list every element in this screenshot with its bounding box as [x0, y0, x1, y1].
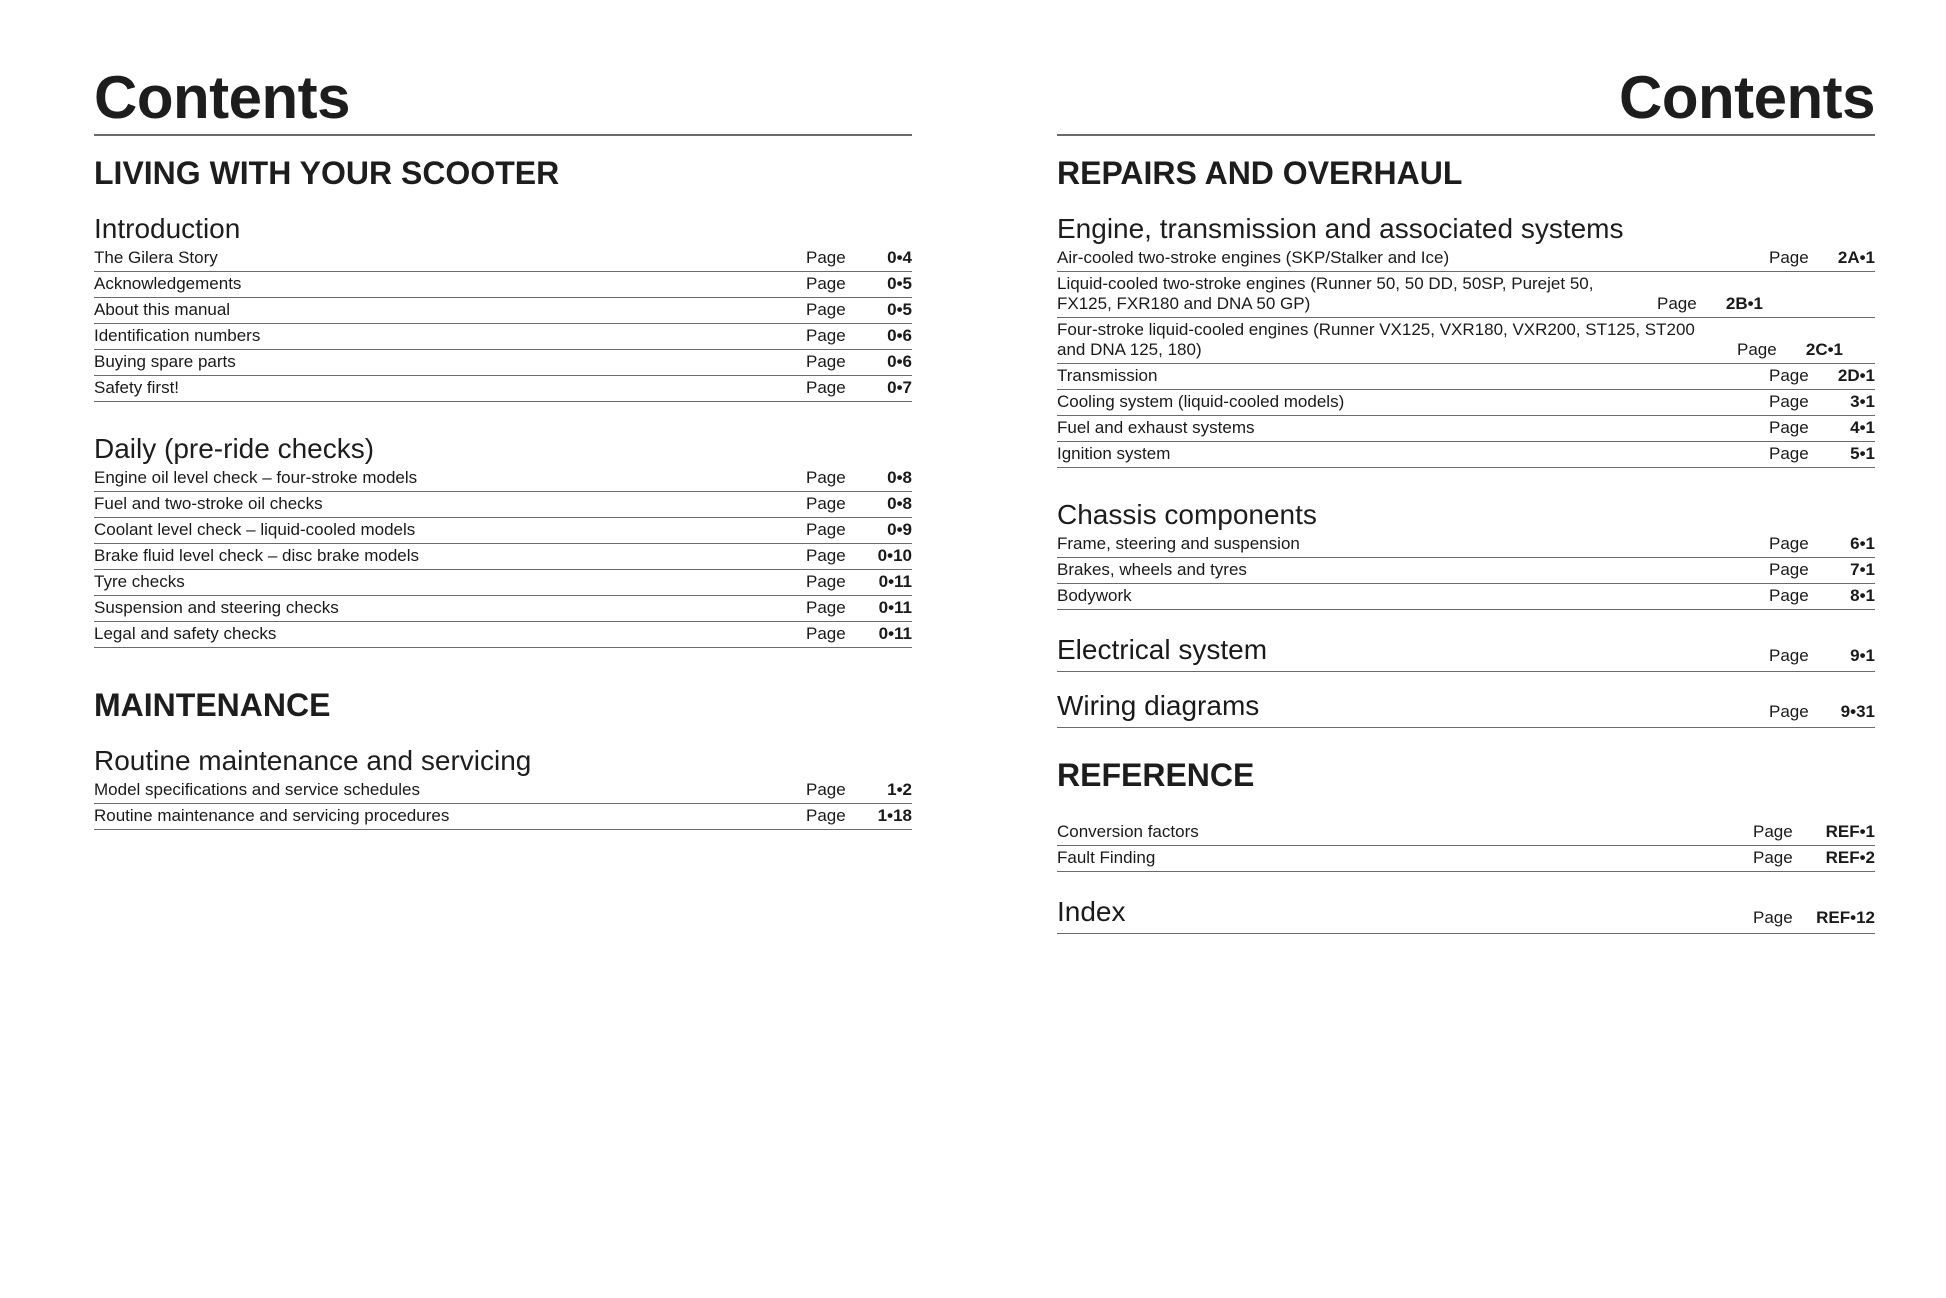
toc-entry-title: Transmission [1057, 366, 1158, 385]
page-label: Page [806, 780, 846, 799]
page-label: Page [1769, 586, 1809, 605]
section-heading-introduction: Introduction [94, 213, 241, 244]
toc-entry-title: Acknowledgements [94, 274, 242, 293]
toc-entry-title: Wiring diagrams [1057, 690, 1260, 721]
part-heading-living: LIVING WITH YOUR SCOOTER [94, 155, 560, 191]
page-number: 4•1 [1850, 418, 1875, 437]
daily-checks-list [94, 466, 912, 648]
toc-row-wiring[interactable] [1057, 688, 1875, 728]
toc-row[interactable] [94, 596, 912, 622]
page-label: Page [1769, 702, 1809, 721]
section-heading-routine: Routine maintenance and servicing [94, 745, 532, 776]
toc-entry-title: Brakes, wheels and tyres [1057, 560, 1247, 579]
toc-row[interactable] [1057, 442, 1875, 468]
page-label: Page [806, 520, 846, 539]
toc-row[interactable] [94, 544, 912, 570]
toc-row[interactable] [94, 570, 912, 596]
page-label: Page [806, 572, 846, 591]
toc-entry-title: Fuel and exhaust systems [1057, 418, 1255, 437]
page-label: Page [1657, 294, 1697, 313]
toc-row[interactable] [1057, 318, 1875, 364]
page-label: Page [806, 468, 846, 487]
toc-row[interactable] [1057, 532, 1875, 558]
toc-entry-title: Buying spare parts [94, 352, 236, 371]
toc-row[interactable] [94, 622, 912, 648]
toc-row[interactable] [94, 298, 912, 324]
page-number: 2D•1 [1837, 366, 1875, 385]
page-number: 0•9 [887, 520, 912, 539]
toc-entry-title: Fuel and two-stroke oil checks [94, 494, 323, 513]
toc-entry-title: Liquid-cooled two-stroke engines (Runner 50, 50 DD, 50SP, Purejet 50, FX125, FXR180 and DNA 50 GP) [1057, 274, 1594, 313]
chassis-list [1057, 532, 1875, 610]
page-number: 0•11 [878, 572, 912, 591]
toc-entry-title: Identification numbers [94, 326, 261, 345]
page-number: 0•5 [887, 274, 912, 293]
toc-entry-title: Routine maintenance and servicing procedures [94, 806, 450, 825]
page-label: Page [1769, 560, 1809, 579]
toc-entry-title: Frame, steering and suspension [1057, 534, 1300, 553]
page-label: Page [806, 326, 846, 345]
toc-entry-title: Tyre checks [94, 572, 185, 591]
section-heading-chassis: Chassis components [1057, 499, 1317, 530]
reference-list [1057, 820, 1875, 872]
page-number: 0•7 [887, 378, 912, 397]
page-label: Page [806, 598, 846, 617]
toc-row[interactable] [1057, 272, 1875, 318]
page-title: Contents [94, 62, 912, 136]
page-label: Page [806, 546, 846, 565]
page-number: 2B•1 [1725, 294, 1763, 313]
toc-row[interactable] [1057, 416, 1875, 442]
page-label: Page [806, 352, 846, 371]
toc-row[interactable] [94, 272, 912, 298]
page-number: 0•10 [877, 546, 912, 565]
toc-entry-title: Four-stroke liquid-cooled engines (Runner VX125, VXR180, VXR200, ST125, ST200 and DNA 125, 180) [1057, 320, 1695, 359]
page-number: 2C•1 [1805, 340, 1843, 359]
toc-row[interactable] [1057, 558, 1875, 584]
page-label: Page [1769, 444, 1809, 463]
toc-entry-title: Cooling system (liquid-cooled models) [1057, 392, 1345, 411]
section-heading-engine: Engine, transmission and associated systems [1057, 213, 1624, 244]
page-label: Page [806, 248, 846, 267]
toc-row[interactable] [1057, 820, 1875, 846]
left-page [94, 0, 912, 830]
page-number: 0•8 [887, 494, 912, 513]
toc-row[interactable] [1057, 846, 1875, 872]
toc-entry-title: Ignition system [1057, 444, 1171, 463]
toc-entry-title: Legal and safety checks [94, 624, 277, 643]
toc-row-electrical[interactable] [1057, 632, 1875, 672]
page-number: 5•1 [1850, 444, 1875, 463]
page-number: 3•1 [1850, 392, 1875, 411]
page-label: Page [1769, 366, 1809, 385]
toc-row[interactable] [94, 350, 912, 376]
toc-entry-title: Air-cooled two-stroke engines (SKP/Stalker and Ice) [1057, 248, 1450, 267]
page-label: Page [1753, 848, 1793, 867]
page-label: Page [1753, 822, 1793, 841]
page-number: 6•1 [1850, 534, 1875, 553]
page-label: Page [1769, 534, 1809, 553]
page-label: Page [806, 300, 846, 319]
toc-entry-title: Suspension and steering checks [94, 598, 339, 617]
page-number: 0•6 [887, 352, 912, 371]
toc-row[interactable] [94, 466, 912, 492]
toc-row[interactable] [94, 492, 912, 518]
page-number: 8•1 [1850, 586, 1875, 605]
toc-entry-title: Coolant level check – liquid-cooled models [94, 520, 416, 539]
page-number: 7•1 [1850, 560, 1875, 579]
toc-row[interactable] [1057, 390, 1875, 416]
page-number: 0•11 [878, 598, 912, 617]
toc-entry-title: Electrical system [1057, 634, 1268, 665]
toc-entry-title: Fault Finding [1057, 848, 1156, 867]
toc-entry-title: Model specifications and service schedules [94, 780, 421, 799]
page-number: 1•2 [887, 780, 912, 799]
toc-row[interactable] [94, 246, 912, 272]
toc-entry-title: Safety first! [94, 378, 180, 397]
toc-entry-title: The Gilera Story [94, 248, 218, 267]
page-label: Page [806, 806, 846, 825]
toc-entry-title: Engine oil level check – four-stroke models [94, 468, 418, 487]
toc-entry-title: Conversion factors [1057, 822, 1199, 841]
toc-row-index[interactable] [1057, 894, 1875, 934]
page-number: 0•6 [887, 326, 912, 345]
toc-row[interactable] [94, 778, 912, 804]
toc-entry-title: About this manual [94, 300, 231, 319]
toc-row[interactable] [94, 518, 912, 544]
page-label: Page [806, 274, 846, 293]
toc-row[interactable] [94, 376, 912, 402]
toc-row[interactable] [1057, 364, 1875, 390]
page-label: Page [1753, 908, 1793, 927]
page-label: Page [806, 378, 846, 397]
toc-entry-title: Bodywork [1057, 586, 1132, 605]
right-page [1057, 0, 1875, 934]
engine-list [1057, 246, 1875, 468]
page-number: REF•12 [1816, 908, 1875, 927]
page-number: REF•1 [1825, 822, 1875, 841]
toc-row[interactable] [94, 324, 912, 350]
page-label: Page [806, 494, 846, 513]
part-heading-repairs: REPAIRS AND OVERHAUL [1057, 155, 1463, 191]
introduction-list [94, 246, 912, 402]
page-label: Page [1769, 248, 1809, 267]
toc-row[interactable] [1057, 246, 1875, 272]
toc-row[interactable] [94, 804, 912, 830]
toc-entry-title: Index [1057, 896, 1126, 927]
page-label: Page [1737, 340, 1777, 359]
toc-row[interactable] [1057, 584, 1875, 610]
page-number: 0•11 [878, 624, 912, 643]
page-number: 2A•1 [1837, 248, 1875, 267]
toc-entry-title: Brake fluid level check – disc brake models [94, 546, 420, 565]
page-number: 0•5 [887, 300, 912, 319]
page-number: REF•2 [1825, 848, 1875, 867]
page-number: 0•4 [887, 248, 912, 267]
routine-list [94, 778, 912, 830]
page-number: 1•18 [877, 806, 912, 825]
page-title: Contents [1057, 62, 1875, 136]
part-heading-maintenance: MAINTENANCE [94, 687, 331, 723]
page-label: Page [1769, 392, 1809, 411]
part-heading-reference: REFERENCE [1057, 757, 1255, 793]
page-label: Page [1769, 646, 1809, 665]
page-label: Page [806, 624, 846, 643]
page-number: 0•8 [887, 468, 912, 487]
page-number: 9•1 [1850, 646, 1875, 665]
page-label: Page [1769, 418, 1809, 437]
section-heading-daily: Daily (pre-ride checks) [94, 433, 375, 464]
page-number: 9•31 [1840, 702, 1875, 721]
